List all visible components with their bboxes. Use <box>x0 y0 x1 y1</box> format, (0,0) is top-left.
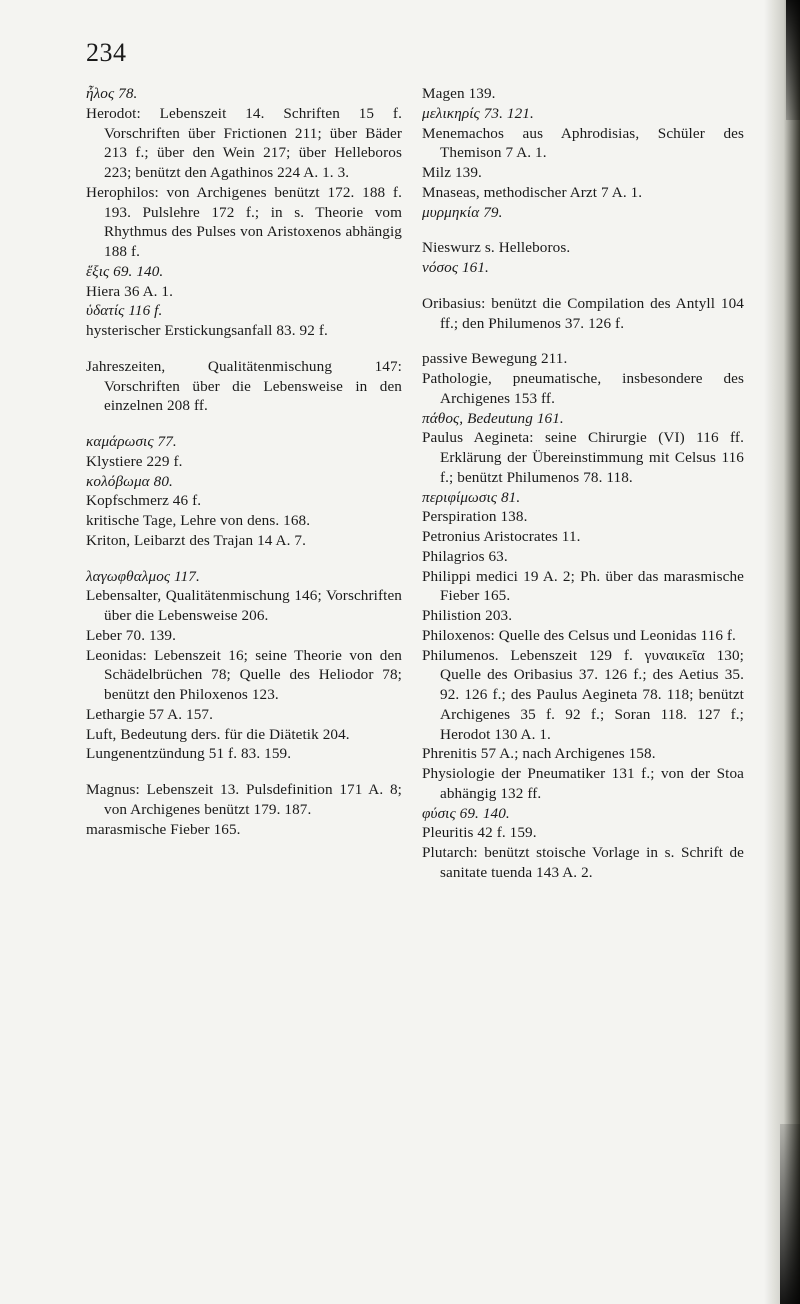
index-entry: kritische Tage, Lehre von dens. 168. <box>86 512 311 529</box>
index-entry: Lethargie 57 A. 157. <box>86 705 213 723</box>
index-column-left <box>86 84 402 839</box>
index-entry: Kopfschmerz 46 f. <box>86 492 202 510</box>
index-entry: Philumenos. Lebenszeit 129 f. γυναικεῖα 130; Quelle des Oribasius 37. 126 f.; des Aetius 35. 92. 126 f.; des Paulus Aegineta 78. 118; benützt Archigenes 35 f. 92 f.; Soran 118. 127 f.; Herodot 130 A. 1. <box>422 646 744 743</box>
index-entry: καμάρωσις 77. <box>86 433 177 450</box>
index-entry: Plutarch: benützt stoische Vorlage in s. Schrift de sanitate tuenda 143 A. 2. <box>422 844 744 881</box>
index-entry: Petronius Aristocrates 11. <box>422 528 581 545</box>
index-entry: Philistion 203. <box>422 607 513 624</box>
index-entry: Philoxenos: Quelle des Celsus und Leonidas 116 f. <box>422 626 736 644</box>
index-entry: πάθος, Bedeutung 161. <box>422 409 564 427</box>
page-edge-dark-top <box>786 0 800 120</box>
index-entry: Philippi medici 19 A. 2; Ph. über das marasmische Fieber 165. <box>422 567 744 605</box>
index-entry: μελικηρίς 73. 121. <box>422 104 534 122</box>
page-edge-shadow <box>764 0 800 1304</box>
page-edge-dark-bottom <box>780 1124 800 1304</box>
index-entry: ἦλος 78. <box>86 85 138 102</box>
index-entry: Leber 70. 139. <box>86 626 176 644</box>
index-entry: Kriton, Leibarzt des Trajan 14 A. 7. <box>86 531 306 549</box>
index-entry: Herodot: Lebenszeit 14. Schriften 15 f. Vorschriften über Frictionen 211; über Bäder 213 f.; über den Wein 217; über Helleboros 223; benützt den Agathinos 224 A. 1. 3. <box>86 104 402 181</box>
page-number: 234 <box>86 38 127 67</box>
index-entry: Klystiere 229 f. <box>86 452 183 470</box>
index-entry: Paulus Aegineta: seine Chirurgie (VI) 116 ff. Erklärung der Übereinstimmung mit Celsus 116 f.; benützt Philumenos 78. 118. <box>422 429 744 486</box>
index-entry: Jahreszeiten, Qualitätenmischung 147: Vorschriften über die Lebensweise in den einzelnen 208 ff. <box>86 357 402 415</box>
index-entry: Milz 139. <box>422 164 482 181</box>
index-entry: ἕξις 69. 140. <box>86 262 164 280</box>
index-entry: Lebensalter, Qualitätenmischung 146; Vorschriften über die Lebensweise 206. <box>86 587 402 624</box>
index-entry: Philagrios 63. <box>422 547 508 565</box>
index-entry: passive Bewegung 211. <box>422 350 568 368</box>
index-entry: Mnaseas, methodischer Arzt 7 A. 1. <box>422 183 643 201</box>
index-entry: Herophilos: von Archigenes benützt 172. 188 f. 193. Pulslehre 172 f.; in s. Theorie vom Rhythmus des Pulses von Aristoxenos abhängig 188 f. <box>86 183 402 260</box>
index-entry: Perspiration 138. <box>422 508 528 526</box>
index-entry: περιφίμωσις 81. <box>422 488 521 506</box>
index-entry: Pathologie, pneumatische, insbesondere des Archigenes 153 ff. <box>422 370 744 407</box>
index-entry: κολόβωμα 80. <box>86 472 173 490</box>
index-entry: νόσος 161. <box>422 259 489 276</box>
index-entry: Physiologie der Pneumatiker 131 f.; von der Stoa abhängig 132 ff. <box>422 765 744 802</box>
index-entry: Lungenentzündung 51 f. 83. 159. <box>86 745 292 763</box>
index-entry: Hiera 36 A. 1. <box>86 282 174 300</box>
index-entry: hysterischer Erstickungsanfall 83. 92 f. <box>86 322 328 339</box>
index-entry: φύσις 69. 140. <box>422 804 510 822</box>
index-entry: Leonidas: Lebenszeit 16; seine Theorie von den Schädelbrüchen 78; Quelle des Heliodor 78; benützt den Philoxenos 123. <box>86 646 402 703</box>
index-entry: Nieswurz s. Helleboros. <box>422 239 571 257</box>
index-entry: Pleuritis 42 f. 159. <box>422 824 537 842</box>
index-entry: Magen 139. <box>422 85 496 102</box>
index-entry: Luft, Bedeutung ders. für die Diätetik 204. <box>86 725 350 743</box>
index-column-right <box>422 84 744 883</box>
index-entry: Magnus: Lebenszeit 13. Pulsdefinition 171 A. 8; von Archigenes benützt 179. 187. <box>86 781 402 818</box>
index-entry: Oribasius: benützt die Compilation des Antyll 104 ff.; den Philumenos 37. 126 f. <box>422 294 744 332</box>
index-entry: μυρμηκία 79. <box>422 203 503 221</box>
index-entry: ὑδατίς 116 f. <box>86 302 163 320</box>
index-entry: Menemachos aus Aphrodisias, Schüler des Themison 7 A. 1. <box>422 124 744 162</box>
index-entry: marasmische Fieber 165. <box>86 820 241 838</box>
index-entry: λαγωφθαλμος 117. <box>86 567 200 585</box>
index-entry: Phrenitis 57 A.; nach Archigenes 158. <box>422 745 656 763</box>
